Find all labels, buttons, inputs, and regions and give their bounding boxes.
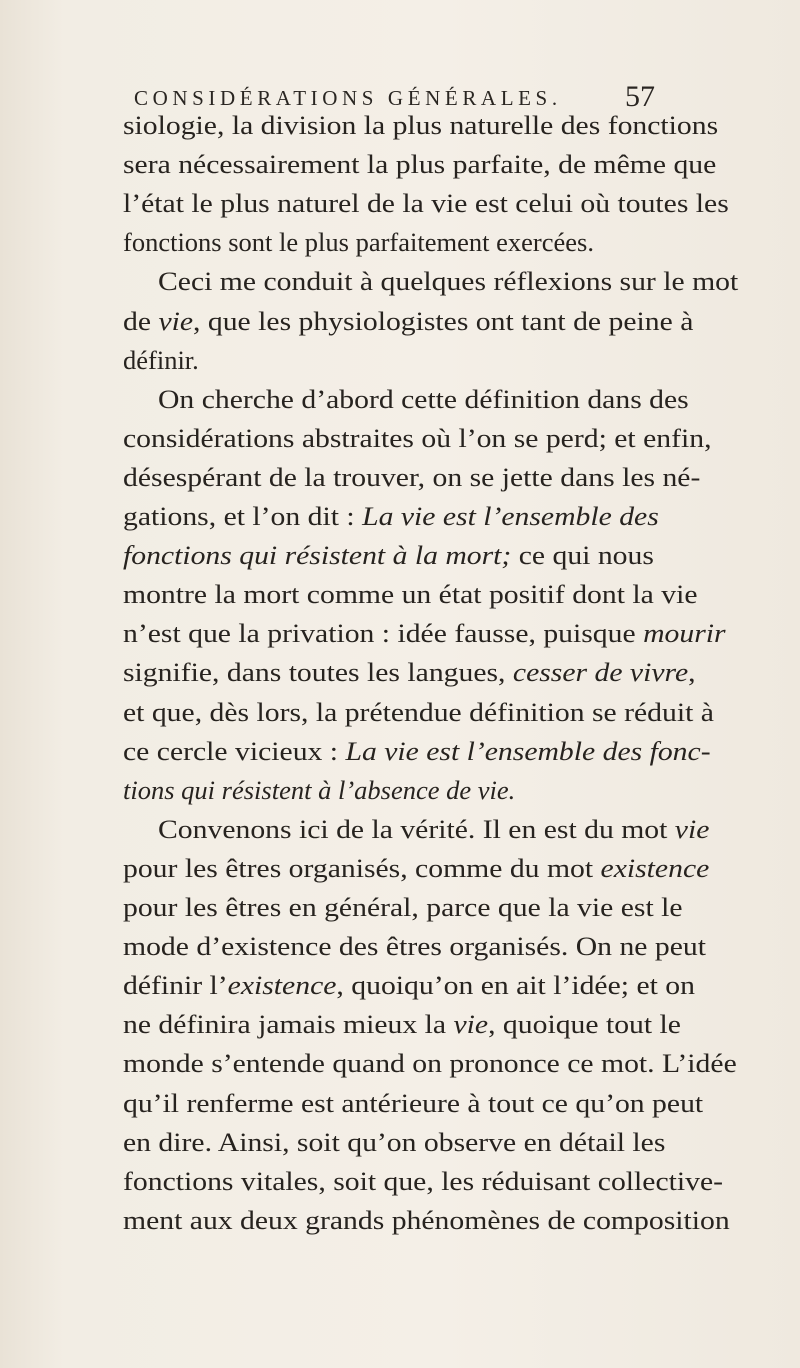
text-line: [123, 773, 515, 807]
text-segment: Ceci me conduit à quelques réflexions sur le mot: [158, 266, 739, 297]
text-segment: , quoique tout le: [488, 1009, 681, 1040]
text-segment: définir.: [123, 344, 199, 375]
italic-segment: La vie est l’ensemble des fonc-: [345, 735, 711, 766]
text-segment: considérations abstraites où l’on se perd; et enfin,: [123, 422, 712, 453]
text-line: [123, 225, 594, 259]
text-segment: et que, dès lors, la prétendue définition se réduit à: [123, 696, 714, 727]
text-line: [158, 812, 709, 846]
italic-segment: vie: [158, 305, 194, 336]
text-line: [123, 851, 709, 885]
text-segment: désespérant de la trouver, on se jette dans les né-: [123, 461, 701, 492]
text-line: [158, 264, 738, 298]
italic-segment: tions qui résistent à l’absence de vie.: [123, 774, 516, 805]
text-segment: montre la mort comme un état positif dont la vie: [123, 579, 698, 610]
text-segment: Convenons ici de la vérité. Il en est du mot: [158, 813, 675, 844]
text-line: [123, 734, 711, 768]
text-line: [158, 382, 689, 416]
text-segment: mode d’existence des êtres organisés. On ne peut: [123, 931, 706, 962]
text-segment: pour les êtres en général, parce que la vie est le: [123, 892, 683, 922]
text-segment: ,: [688, 657, 696, 688]
text-segment: fonctions vitales, soit que, les réduisant collective-: [123, 1165, 724, 1196]
italic-segment: vie: [674, 813, 710, 844]
text-segment: monde s’entende quand on prononce ce mot. L’idée: [123, 1048, 737, 1079]
text-line: [123, 499, 659, 533]
text-segment: de: [123, 305, 159, 336]
italic-segment: mourir: [643, 618, 726, 649]
text-line: [123, 616, 726, 650]
text-segment: l’état le plus naturel de la vie est celui où toutes les: [123, 188, 729, 219]
text-line: [123, 695, 714, 729]
text-segment: ce qui nous: [511, 540, 654, 571]
text-segment: définir l’: [123, 970, 228, 1001]
text-line: [123, 1164, 723, 1198]
text-segment: signifie, dans toutes les langues,: [123, 657, 513, 688]
text-line: [123, 1046, 737, 1080]
text-segment: qu’il renferme est antérieure à tout ce qu’on peut: [123, 1087, 704, 1118]
text-segment: n’est que la privation : idée fausse, puisque: [123, 618, 644, 649]
text-segment: siologie, la division la plus naturelle des fonctions: [123, 110, 719, 140]
text-line: [123, 343, 199, 377]
text-line: [123, 1086, 703, 1120]
text-segment: sera nécessairement la plus parfaite, de même que: [123, 149, 717, 180]
text-segment: ment aux deux grands phénomènes de composition: [123, 1204, 730, 1235]
page-number: 57: [625, 80, 655, 113]
italic-segment: existence: [600, 852, 710, 883]
text-segment: , quoiqu’on en ait l’idée; et on: [336, 970, 695, 1001]
text-line: [123, 460, 700, 494]
text-line: [123, 655, 696, 689]
running-head: CONSIDÉRATIONS GÉNÉRALES.: [134, 86, 562, 110]
text-line: [123, 147, 716, 181]
text-segment: ce cercle vicieux :: [123, 735, 346, 766]
text-line: [123, 890, 683, 924]
text-line: [123, 968, 695, 1002]
text-line: [123, 1007, 681, 1041]
text-line: [123, 1203, 730, 1237]
text-segment: , que les physiologistes ont tant de peine à: [193, 305, 694, 336]
italic-segment: vie: [453, 1009, 489, 1040]
text-line: [123, 577, 698, 611]
text-segment: gations, et l’on dit :: [123, 501, 363, 531]
text-line: [123, 186, 729, 220]
text-segment: ne définira jamais mieux la: [123, 1009, 454, 1040]
text-segment: en dire. Ainsi, soit qu’on observe en détail les: [123, 1126, 666, 1157]
text-line: [123, 538, 654, 572]
text-segment: On cherche d’abord cette définition dans des: [158, 383, 689, 414]
text-line: [123, 929, 706, 963]
italic-segment: existence: [227, 970, 337, 1001]
italic-segment: cesser de vivre: [512, 657, 689, 688]
text-segment: fonctions sont le plus parfaitement exercées.: [123, 227, 594, 258]
text-line: [123, 304, 693, 338]
italic-segment: La vie est l’ensemble des: [362, 501, 659, 531]
text-line: [123, 421, 711, 455]
text-segment: pour les êtres organisés, comme du mot: [123, 852, 601, 883]
text-line: [123, 108, 718, 142]
italic-segment: fonctions qui résistent à la mort;: [123, 540, 512, 571]
text-line: [123, 1125, 665, 1159]
